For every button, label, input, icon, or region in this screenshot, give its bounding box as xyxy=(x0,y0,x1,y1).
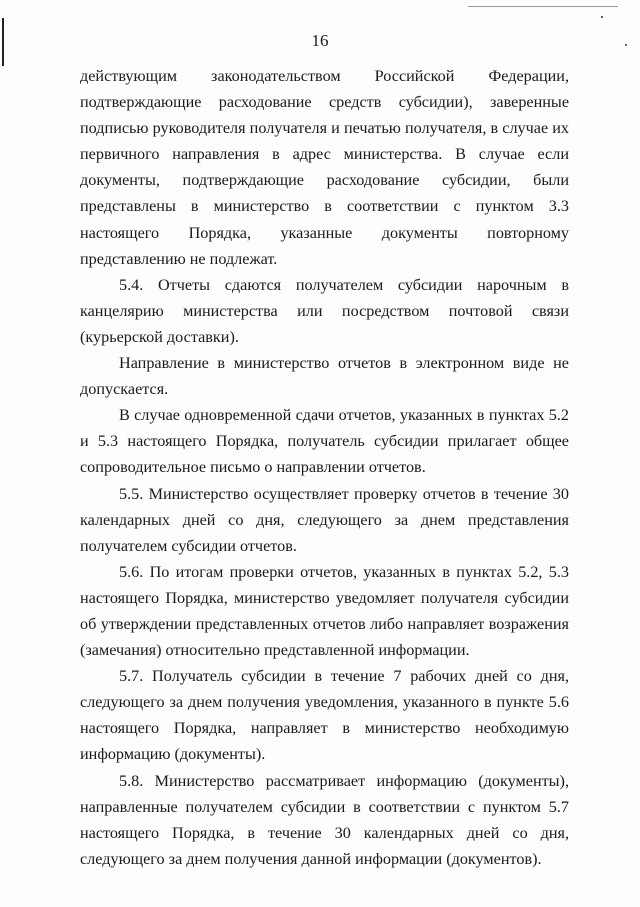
paragraph: действующим законодательством Российской Федерации, подтверждающие расходование средств субсидии), заверенные подписью руководителя получателя и печатью получателя, в случае их первичного направления в адрес министерства. В случае если документы, подтверждающие расходование субсидии, были представлены в министерство в соответствии с пунктом 3.3 настоящего Порядка, указанные документы повторному представлению не подлежат. xyxy=(80,67,569,268)
paragraph: 5.6. По итогам проверки отчетов, указанных в пунктах 5.2, 5.3 настоящего Порядка, министерство уведомляет получателя субсидии об утверждении представленных отчетов либо направляет возражения (замечания) относительно представленной информации. xyxy=(80,562,569,660)
paragraph: 5.4. Отчеты сдаются получателем субсидии нарочным в канцелярию министерства или посредством почтовой связи (курьерской доставки). xyxy=(80,275,569,346)
scan-top-line xyxy=(468,6,618,7)
document-body xyxy=(80,63,569,872)
paragraph: Направление в министерство отчетов в электронном виде не допускается. xyxy=(80,354,569,399)
paragraph: В случае одновременной сдачи отчетов, указанных в пунктах 5.2 и 5.3 настоящего Порядка, получатель субсидии прилагает общее сопроводительное письмо о направлении отчетов. xyxy=(80,406,569,477)
paragraph: 5.8. Министерство рассматривает информацию (документы), направленные получателем субсидии в соответствии с пунктом 5.7 настоящего Порядка, в течение 30 календарных дней со дня, следующего за днем получения данной информации (документов). xyxy=(80,771,569,868)
page-number: 16 xyxy=(311,31,329,50)
paragraph: 5.5. Министерство осуществляет проверку отчетов в течение 30 календарных дней со дня, следующего за днем представления получателем субсидии отчетов. xyxy=(80,484,569,555)
scan-speck xyxy=(601,16,603,18)
paragraph: 5.7. Получатель субсидии в течение 7 рабочих дней со дня, следующего за днем получения уведомления, указанного в пункте 5.6 настоящего Порядка, направляет в министерство необходимую информацию (документы). xyxy=(80,667,569,764)
